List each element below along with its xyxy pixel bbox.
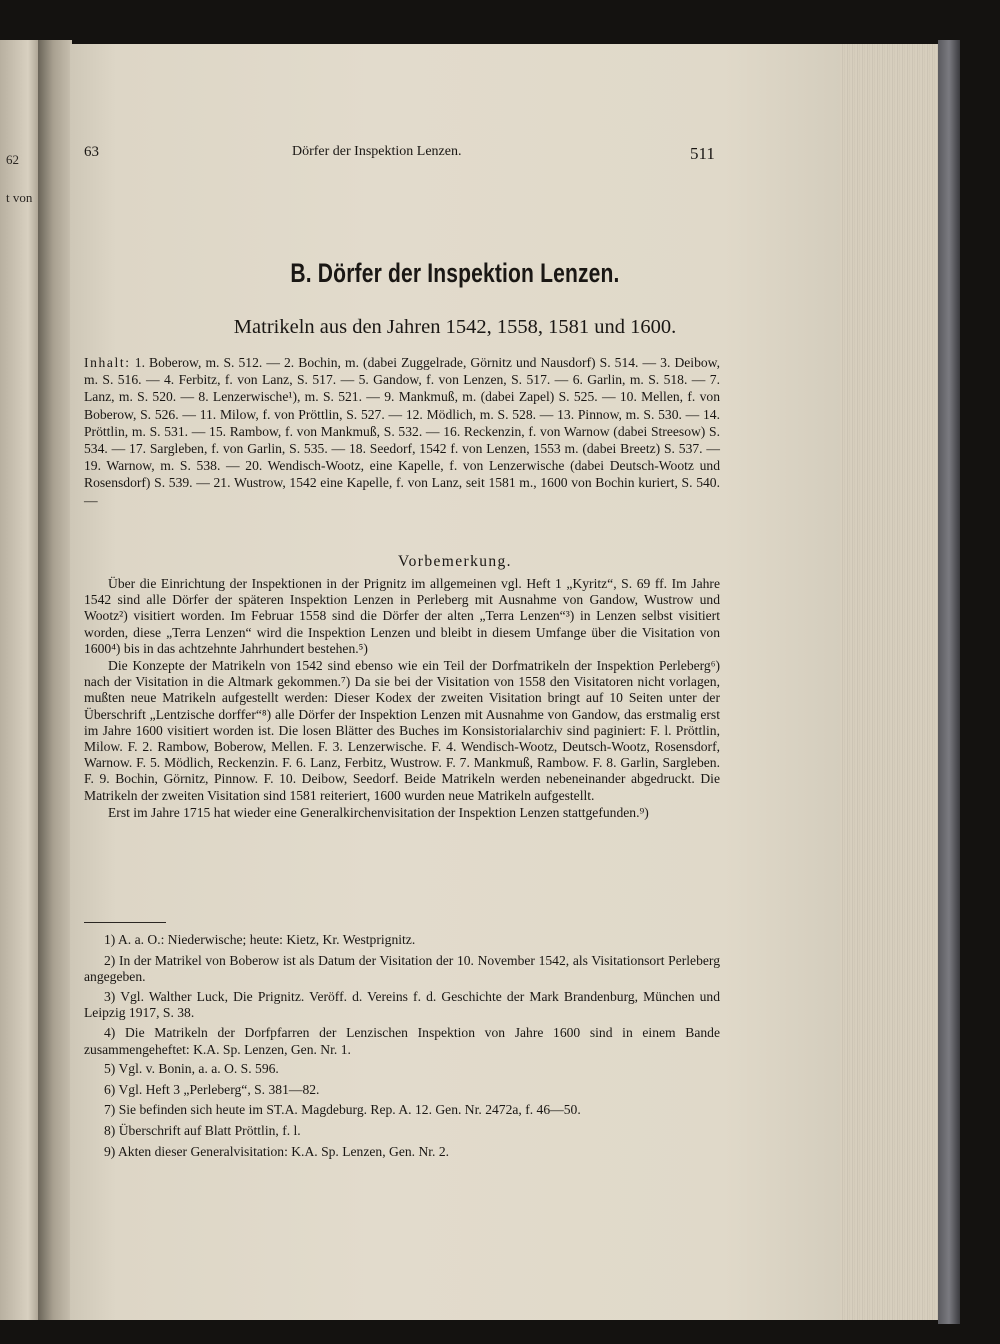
footnote: 1) A. a. O.: Niederwische; heute: Kietz, Kr. Westprignitz. [104,932,416,947]
page-subtitle: Matrikeln aus den Jahren 1542, 1558, 1581 und 1600. [233,316,677,338]
folio-number: 63 [84,144,99,160]
left-page-number: 62 [6,152,19,167]
footnote: 9) Akten dieser Generalvisitation: K.A. Sp. Lenzen, Gen. Nr. 2. [104,1143,450,1159]
footnote: 4) Die Matrikeln der Dorfpfarren der Lenzischen Inspektion von Jahre 1600 sind in einem Bande zusammengeheftet: K.A. Sp. Lenzen, Gen. Nr. 1. [84,1024,720,1057]
footnote: 8) Überschrift auf Blatt Pröttlin, f. l. [104,1122,301,1138]
footnote: 2) In der Matrikel von Boberow ist als Datum der Visitation der 10. November 1542, als Visitationsort Perleberg angegeben. [84,952,720,985]
contents-paragraph [84,354,720,509]
preface-body [84,576,720,822]
page-edges [838,44,940,1320]
running-header [70,144,840,164]
footnote: 6) Vgl. Heft 3 „Perleberg“, S. 381—82. [104,1081,320,1097]
footnote-divider [84,922,166,923]
page-number: 511 [690,144,715,163]
book-gutter [38,40,72,1320]
book-cover-edge [938,40,960,1324]
footnote: 5) Vgl. v. Bonin, a. a. O. S. 596. [104,1061,279,1077]
preface-paragraph: Über die Einrichtung der Inspektionen in der Prignitz im allgemeinen vgl. Heft 1 „Kyritz“, S. 69 ff. Im Jahre 1542 sind alle Dörfer der späteren Inspektion Lenzen in Perleberg mit Ausnahme von Gandow, Wustrow und Wootz²) visitiert worden. Im Februar 1558 sind die Dörfer der alten „Terra Lenzen“³) in Lenzen selbst visitiert worden, diese „Terra Lenzen“ wird die Inspektion Lenzen und bleibt in diesem Umfange über die Visitation von 1600⁴) bis in das achtzehnte Jahrhundert bestehen.⁵) [84,576,720,656]
contents-label: Inhalt: [84,355,131,370]
section-heading: Vorbemerkung. [398,553,512,570]
footnote: 7) Sie befinden sich heute im ST.A. Magdeburg. Rep. A. 12. Gen. Nr. 2472a, f. 46—50. [104,1102,581,1118]
footnote: 3) Vgl. Walther Luck, Die Prignitz. Veröff. d. Vereins f. d. Geschichte der Mark Brandenburg, München und Leipzig 1917, S. 38. [84,988,720,1021]
preface-paragraph: Erst im Jahre 1715 hat wieder eine Generalkirchenvisitation der Inspektion Lenzen stattgefunden.⁹) [108,804,649,820]
preface-paragraph: Die Konzepte der Matrikeln von 1542 sind ebenso wie ein Teil der Dorfmatrikeln der Inspektion Perleberg⁶) nach der Visitation in die Altmark gekommen.⁷) Da sie bei der Visitation von 1558 den Visitatoren nicht vorlagen, mußten neue Matrikeln aufgestellt werden: Dieser Kodex der zweiten Visitation bringt auf 10 Seiten unter der Überschrift „Lentzische dorffer“⁸) alle Dörfer der Inspektion Lenzen mit Ausnahme von Gandow, das erstmalig erst im Jahre 1600 visitiert worden ist. Die losen Blätter des Buches im Konsistorialarchiv sind paginiert: F. l. Pröttlin, Milow. F. 2. Rambow, Boberow, Mellen. F. 3. Lenzerwische. F. 4. Wendisch-Wootz, Deutsch-Wootz, Rosensdorf, Warnow. F. 5. Mödlich, Reckenzin. F. 6. Lanz, Ferbitz, Wustrow. F. 7. Mankmuß, Rambow. F. 8. Garlin, Sargleben. F. 9. Bochin, Görnitz, Pinnow. F. 10. Deibow, Seedorf. Beide Matrikeln werden nebeneinander abgedruckt. Die Matrikeln der zweiten Visitation sind 1581 reiteriert, 1600 wurden neue Matrikeln aufgestellt. [84,658,720,803]
left-page-text-fragment: t von [6,190,33,205]
contents-text: 1. Boberow, m. S. 512. — 2. Bochin, m. (dabei Zuggelrade, Görnitz und Nausdorf) S. 514. — 3. Deibow, m. S. 516. — 4. Ferbitz, f. von Lanz, S. 517. — 5. Gandow, f. von Lenzen, S. 517. — 6. Garlin, m. S. 518. — 7. Lanz, m. S. 520. — 8. Lenzerwische¹), m. S. 521. — 9. Mankmuß, m. (dabei Zapel) S. 525. — 10. Mellen, f. von Boberow, S. 526. — 11. Milow, f. von Pröttlin, S. 527. — 12. Mödlich, m. S. 528. — 13. Pinnow, m. S. 530. — 14. Pröttlin, m. S. 531. — 15. Rambow, f. von Mankmuß, S. 532. — 16. Reckenzin, f. von Warnow (dabei Streesow) S. 534. — 17. Sargleben, f. von Garlin, S. 535. — 18. Seedorf, 1542 f. von Lenzen, 1553 m. (dabei Breetz) S. 537. — 19. Warnow, m. S. 538. — 20. Wendisch-Wootz, eine Kapelle, f. von Lenzerwische (dabei Deutsch-Wootz und Rosensdorf) S. 539. — 21. Wustrow, 1542 eine Kapelle, f. von Lanz, seit 1581 m., 1600 von Bochin kuriert, S. 540. — [84,355,720,508]
running-title: Dörfer der Inspektion Lenzen. [292,144,462,159]
page-title: B. Dörfer der Inspektion Lenzen. [290,258,620,288]
footnotes [84,932,720,1164]
book-page [70,44,840,1320]
left-page-edge [0,40,40,1320]
